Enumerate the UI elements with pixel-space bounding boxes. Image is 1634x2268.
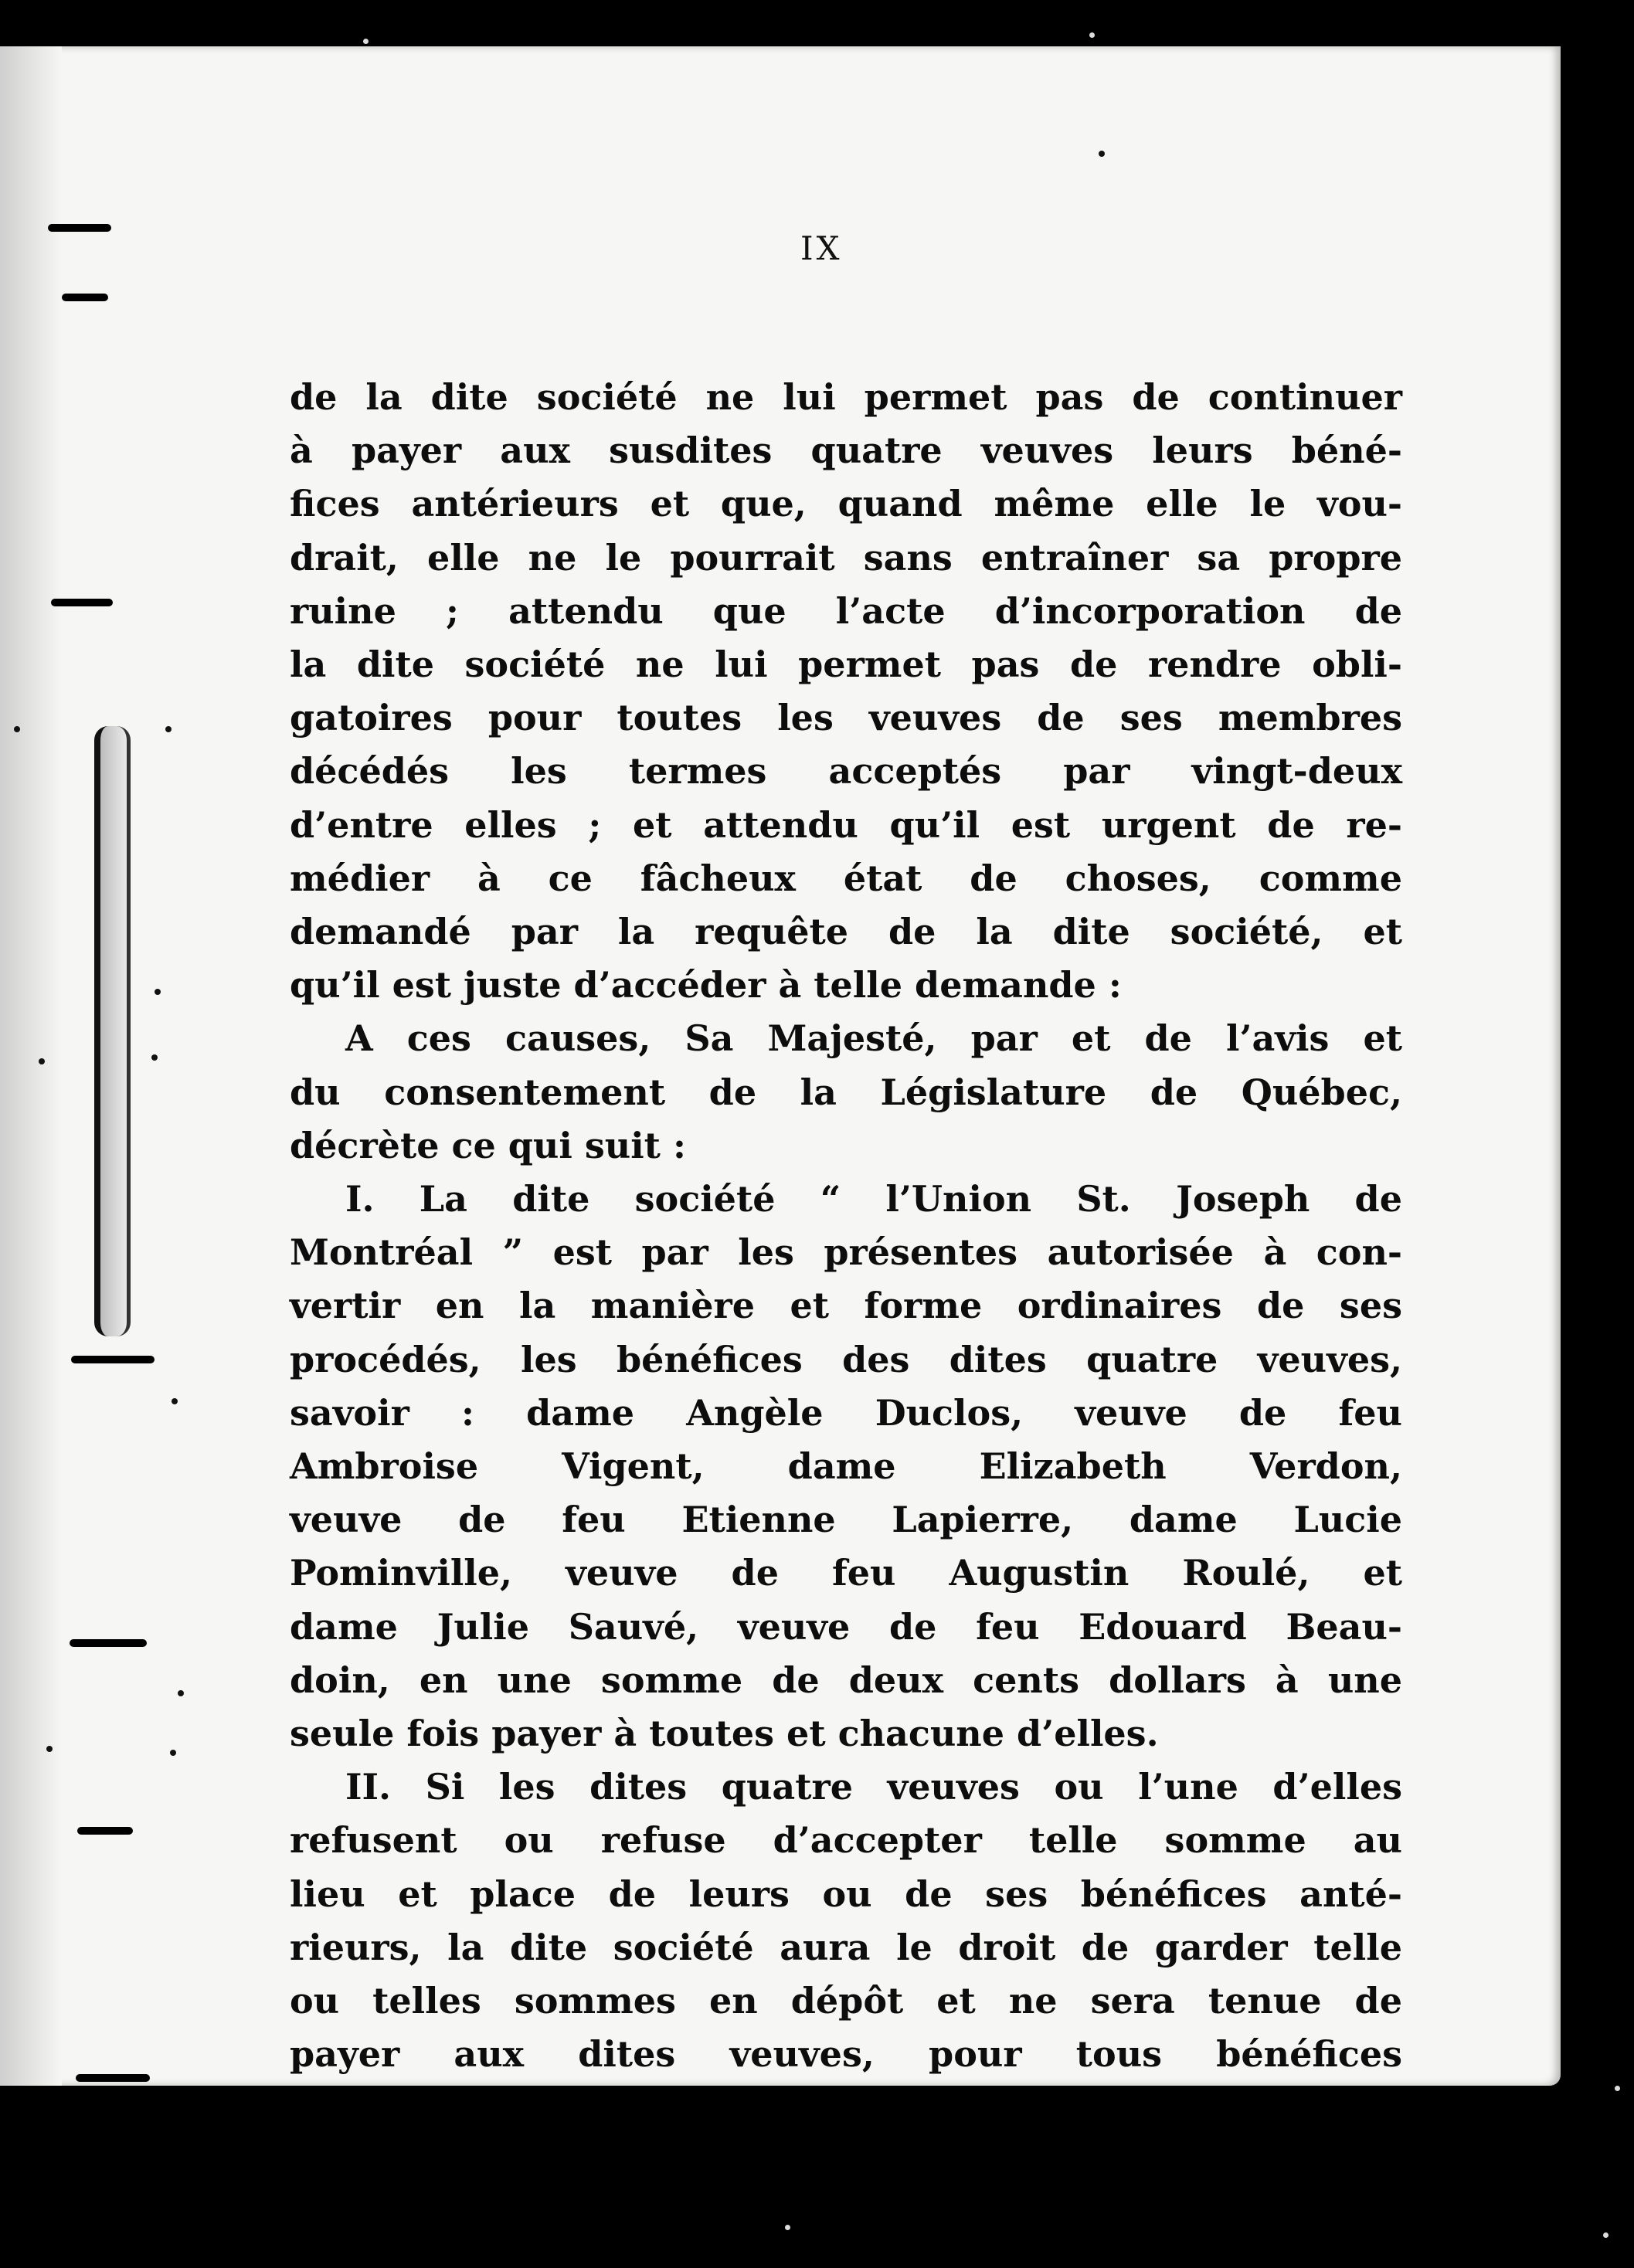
text-line: gatoires pour toutes les veuves de ses membres: [290, 697, 1402, 739]
speck: [1099, 151, 1105, 157]
text-line: décrète ce qui suit :: [290, 1124, 686, 1166]
text-line: A ces causes, Sa Majesté, par et de l’avis et: [345, 1017, 1402, 1060]
speck: [39, 1058, 45, 1064]
binding-stitch: [71, 1356, 155, 1363]
text-line: drait, elle ne le pourrait sans entraîner sa propre: [290, 536, 1402, 579]
text-line: Pominville, veuve de feu Augustin Roulé, et: [290, 1552, 1402, 1594]
binding-stitch: [51, 599, 113, 606]
text-line: veuve de feu Etienne Lapierre, dame Lucie: [290, 1499, 1402, 1541]
speck: [14, 726, 20, 732]
binding-stitch: [70, 1639, 147, 1647]
speck: [1615, 2086, 1620, 2091]
binding-thread: [94, 726, 131, 1336]
binding-stitch: [77, 1827, 133, 1835]
text-line: d’entre elles ; et attendu qu’il est urgent de re-: [290, 803, 1402, 846]
speck: [46, 1746, 53, 1752]
text-line: doin, en une somme de deux cents dollars à une: [290, 1659, 1402, 1701]
speck: [363, 39, 369, 44]
speck: [155, 989, 161, 995]
page-number: IX: [800, 229, 843, 267]
text-line: vertir en la manière et forme ordinaires de ses: [290, 1285, 1402, 1327]
text-line: payer aux dites veuves, pour tous bénéfices: [290, 2033, 1402, 2076]
text-line: Ambroise Vigent, dame Elizabeth Verdon,: [290, 1445, 1402, 1488]
speck: [170, 1750, 176, 1756]
text-line: I. La dite société “ l’Union St. Joseph de: [345, 1178, 1402, 1221]
text-line: qu’il est juste d’accéder à telle demande :: [290, 964, 1122, 1007]
speck: [1603, 2232, 1609, 2238]
text-line: refusent ou refuse d’accepter telle somme au: [290, 1819, 1402, 1862]
speck: [178, 1690, 184, 1696]
binding-shadow: [0, 46, 62, 2086]
speck: [1089, 32, 1095, 38]
binding-stitch: [62, 294, 108, 301]
text-line: lieu et place de leurs ou de ses bénéfices anté-: [290, 1872, 1402, 1915]
binding-stitch: [48, 224, 111, 232]
text-line: décédés les termes acceptés par vingt-deux: [290, 750, 1402, 793]
text-line: ruine ; attendu que l’acte d’incorporation de: [290, 589, 1402, 632]
body-text: [290, 371, 1402, 2082]
text-line: demandé par la requête de la dite société, et: [290, 911, 1402, 953]
text-line: Montréal ” est par les présentes autorisée à con-: [290, 1231, 1402, 1274]
text-line: procédés, les bénéfices des dites quatre veuves,: [290, 1338, 1402, 1380]
text-line: savoir : dame Angèle Duclos, veuve de feu: [290, 1391, 1402, 1434]
text-line: médier à ce fâcheux état de choses, comme: [290, 857, 1402, 899]
text-line: ou telles sommes en dépôt et ne sera tenue de: [290, 1980, 1402, 2022]
text-line: fices antérieurs et que, quand même elle le vou-: [290, 483, 1402, 525]
text-line: II. Si les dites quatre veuves ou l’une d’elles: [345, 1766, 1402, 1808]
speck: [172, 1398, 178, 1404]
text-line: dame Julie Sauvé, veuve de feu Edouard Beau-: [290, 1605, 1402, 1648]
speck: [151, 1054, 158, 1061]
binding-stitch: [76, 2074, 150, 2082]
text-line: de la dite société ne lui permet pas de continuer: [290, 376, 1402, 418]
text-line: la dite société ne lui permet pas de rendre obli-: [290, 643, 1402, 686]
speck: [165, 726, 172, 732]
text-line: du consentement de la Législature de Québec,: [290, 1071, 1402, 1113]
text-line: rieurs, la dite société aura le droit de garder telle: [290, 1926, 1402, 1968]
paper-page: [0, 46, 1561, 2086]
speck: [785, 2225, 790, 2230]
text-line: seule fois payer à toutes et chacune d’elles.: [290, 1713, 1159, 1755]
text-line: à payer aux susdites quatre veuves leurs béné-: [290, 429, 1402, 472]
